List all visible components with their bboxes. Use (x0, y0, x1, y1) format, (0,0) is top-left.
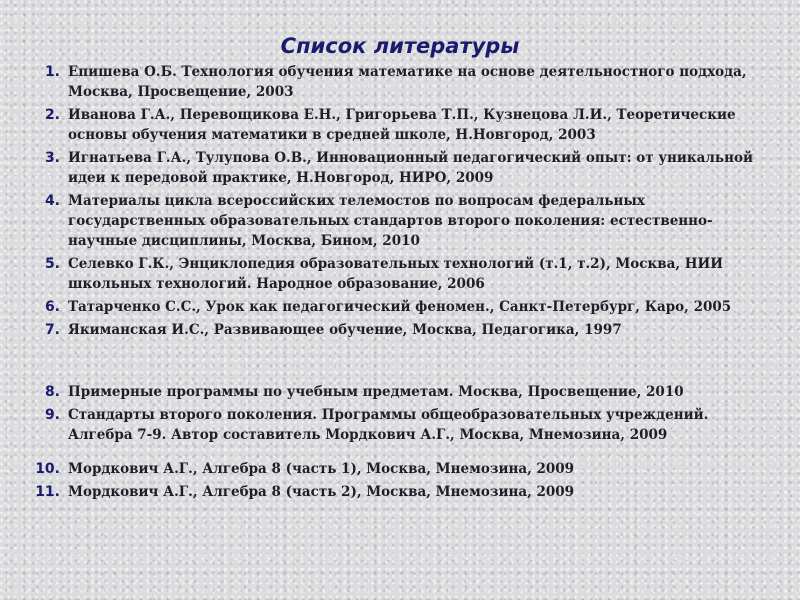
item-text: Епишева О.Б. Технология обучения математике на основе деятельностного подхода, Москва, Просвещение, 2003 (68, 64, 747, 100)
list-item (0, 62, 800, 102)
item-number: 2. (44, 107, 60, 123)
item-text: Татарченко С.С., Урок как педагогический феномен., Санкт-Петербург, Каро, 2005 (68, 299, 732, 315)
list-item (0, 191, 800, 251)
item-text: Стандарты второго поколения. Программы общеобразовательных учреждений. Алгебра 7-9. Автор составитель Мордкович А.Г., Москва, Мнемозина, 2009 (68, 407, 709, 443)
item-number: 3. (44, 150, 60, 166)
item-text: Мордкович А.Г., Алгебра 8 (часть 1), Москва, Мнемозина, 2009 (68, 461, 575, 477)
list-item (0, 482, 800, 502)
item-number: 1. (44, 64, 60, 80)
item-text: Селевко Г.К., Энциклопедия образовательных технологий (т.1, т.2), Москва, НИИ школьных технологий. Народное образование, 2006 (68, 256, 724, 292)
list-item (0, 382, 800, 402)
page-title: Список литературы (280, 34, 520, 58)
item-text: Игнатьева Г.А., Тулупова О.В., Инновационный педагогический опыт: от уникальной идеи к передовой практике, Н.Новгород, НИРО, 2009 (68, 150, 753, 186)
list-item (0, 297, 800, 317)
list-item (0, 459, 800, 479)
list-item (0, 254, 800, 294)
item-number: 5. (44, 256, 60, 272)
item-text: Иванова Г.А., Перевощикова Е.Н., Григорьева Т.П., Кузнецова Л.И., Теоретические основы обучения математики в средней школе, Н.Новгород, 2003 (68, 107, 736, 143)
item-number: 11. (35, 484, 60, 500)
item-text: Якиманская И.С., Развивающее обучение, Москва, Педагогика, 1997 (68, 322, 622, 338)
list-item (0, 320, 800, 340)
item-number: 4. (44, 193, 60, 209)
item-number: 10. (35, 461, 60, 477)
item-number: 7. (44, 322, 60, 338)
list-item (0, 405, 800, 445)
item-text: Мордкович А.Г., Алгебра 8 (часть 2), Москва, Мнемозина, 2009 (68, 484, 575, 500)
item-number: 9. (44, 407, 60, 423)
item-text: Материалы цикла всероссийских телемостов по вопросам федеральных государственных образовательных стандартов второго поколения: естественно-научные дисциплины, Москва, Бином, 2010 (68, 193, 713, 249)
item-text: Примерные программы по учебным предметам. Москва, Просвещение, 2010 (68, 384, 684, 400)
list-item (0, 105, 800, 145)
item-number: 6. (44, 299, 60, 315)
bibliography-list (0, 62, 800, 505)
list-item (0, 148, 800, 188)
item-number: 8. (44, 384, 60, 400)
